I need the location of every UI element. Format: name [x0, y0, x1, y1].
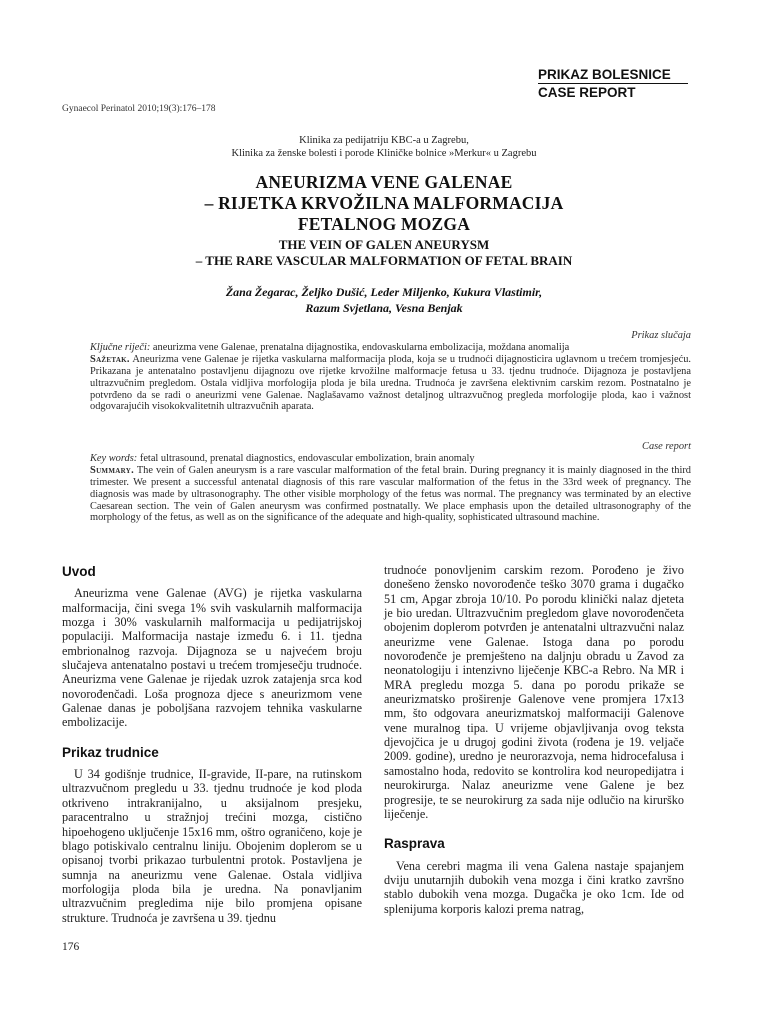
article-title-croatian [0, 172, 768, 235]
section-label-en: CASE REPORT [538, 85, 636, 100]
paragraph-prikaz-continued: trudnoće ponovljenim carskim rezom. Porođeno je živo donešeno žensko novorođenče teško 3070 grama i dugačko 51 cm, Apgar zbroja 10/10. Po porodu klinički nalaz djeteta je bio uredan. Ultrazvučnim pregledom glave novorođenčeta obojenim doplerom potvrđen je antenatalni ultrazvučni nalaz aneurizme vene Galenae. Istoga dana po porodu novorođenče je premješteno na daljnju obradu u Zavod za neonatologiju i intenzivno liječenje KBC-a Rebro. Na MR i MRA pregledu mozga 5. dana po porodu prikaže se aneurizmatsko proširenje Galenove vene promjera 17x13 mm, što odgovara aneurizmatskoj malformaciji Galenove vene muralnog tipa. U vrijeme objavljivanja ovog teksta djevojčica je u drugoj godini života (rođena je 19. veljače 2009. godine), uredno je neurorazvoja, nema hidrocefalusa i samostalno hoda, redovito se kontrolira kod neuropedijatra i neurokirurga. Nalaz aneurizme vene Galene je bez progresije, te se neurokirurg za sada nije odlučio na kirurško liječenje. [384, 563, 684, 821]
authors-line: Razum Svjetlana, Vesna Benjak [305, 301, 463, 315]
summary-text: The vein of Galen aneurysm is a rare vascular malformation of the fetal brain. During pregnancy it is mainly diagnosed in the third trimester. We present a successful antenatal diagnosis of this rare vascular malformation of the fetus in the 33rd week of pregnancy. The diagnosis was made by ultrasonography. The other visible morphology of the fetus was normal. The pregnancy was terminated by an elective Caesarean section. The vein of Galen aneurysm was confirmed postnatally. We place emphasis upon the detailed ultrasonography of the morphology of the fetus, as well as on the significance of the adequate and high-quality, sophisticated ultrasound machine. [90, 464, 691, 524]
title-line: FETALNOG MOZGA [297, 214, 471, 234]
author-list [0, 284, 768, 316]
summary-label: Sažetak. [90, 353, 130, 365]
article-type-en: Case report [642, 441, 691, 452]
body-column-left [62, 565, 362, 925]
summary-en [90, 465, 691, 525]
title-line: – THE RARE VASCULAR MALFORMATION OF FETAL BRAIN [195, 253, 573, 268]
section-label-hr: PRIKAZ BOLESNICE [538, 66, 688, 84]
keywords-hr [90, 342, 691, 354]
section-label [538, 66, 688, 101]
paragraph-prikaz: U 34 godišnje trudnice, II-gravide, II-pare, na rutinskom ultrazvučnom pregledu u 33. tjednu trudnoće je kod ploda otkriveno intrakranijalno, u aksijalnom presjeku, paracentralno u stražnjoj trećini mozga, cistično hipoehogeno uključenje 15x16 mm, oštro ograničeno, koje je blago potiskivalo centralnu liniju. Obojenim doplerom se u opisanoj tvorbi prikazao turbulentni protok. Postavljena je sumnja na aneurizmu vene Galenae. Ostala vidljiva morfologija ploda bila je uredna. Na ponavljanim ultrazvučnim pregledima nije bilo promjena opisane strukture. Trudnoća je završena u 39. tjednu [62, 767, 362, 925]
keywords-label: Ključne riječi: [90, 341, 151, 353]
title-line: THE VEIN OF GALEN ANEURYSM [278, 237, 490, 252]
keywords-label: Key words: [90, 452, 138, 464]
body-column-right [384, 563, 684, 916]
summary-label: Summary. [90, 464, 134, 476]
keywords-text: aneurizma vene Galenae, prenatalna dijagnostika, endovaskularna embolizacija, moždana anomalija [152, 341, 570, 353]
institution-line: Klinika za ženske bolesti i porode Kliničke bolnice »Merkur« u Zagrebu [231, 148, 537, 159]
section-heading-uvod: Uvod [62, 564, 96, 579]
journal-citation: Gynaecol Perinatol 2010;19(3):176–178 [62, 104, 216, 114]
summary-text: Aneurizma vene Galenae je rijetka vaskularna malformacija ploda, koja se u trudnoći dijagnosticira uglavnom u trećem tromjesjeću. Prikazana je antenatalno postavljenu dijagnozu ove rijetke krvožilne malformacje fetusa u 33. tjednu trudnoće. Dijagnoza je postavljena ultrazvučnim pregledom. Ostala vidljiva morfologija ploda je bila uredna. Trudnoća je završena elektivnim carskim rezom. Postnatalno je potvrđeno da se radi o aneurizmi vene Galenae. Naglašavamo važnost detaljnog ultrazvučnog pregleda morfologije ploda, kao i važnost odgovarajućih visokokvalitetnih ultrazvučnih aparata. [90, 353, 692, 413]
abstract-croatian [90, 330, 691, 413]
institution-line: Klinika za pedijatriju KBC-a u Zagrebu, [299, 135, 469, 146]
paragraph-rasprava: Vena cerebri magma ili vena Galena nastaje spajanjem dviju unutarnjih dubokih vena mozga i čini kratko završno stablo dubokih vena mozga. Dugačka je oko 1cm. Ide od splenijuma korporis kalozi prema natrag, [384, 858, 684, 916]
section-heading-rasprava: Rasprava [384, 836, 445, 852]
page-number: 176 [62, 941, 80, 953]
institutions [0, 134, 768, 160]
title-line: – RIJETKA KRVOŽILNA MALFORMACIJA [204, 193, 564, 213]
keywords-en [90, 453, 691, 465]
abstract-english [90, 441, 691, 524]
article-type-hr: Prikaz slučaja [631, 330, 691, 341]
paragraph-uvod: Aneurizma vene Galenae (AVG) je rijetka vaskularna malformacija, čini svega 1% svih vaskularnih malformacija mozga i 30% vaskularnih malformacija u pedijatrijskoj populaciji. Malformacija nastaje između 6. i 11. tjedna embrionalnog razvoja. Dijagnoza se u najvećem broju slučajeva antenatalno postavi u trećem tromjesečju trudnoće. Aneurizma vene Galenae je rijedak uzrok zatajenja srca kod novorođenčadi. Loša prognoza djece s aneurizmom vene Galenae danas je poboljšana razvojem tehnika vaskularne embolizacije. [62, 586, 362, 730]
title-line: ANEURIZMA VENE GALENAE [255, 172, 513, 192]
keywords-text: fetal ultrasound, prenatal diagnostics, endovascular embolization, brain anomaly [139, 452, 475, 464]
authors-line: Žana Žegarac, Željko Dušić, Leder Miljenko, Kukura Vlastimir, [225, 285, 543, 299]
summary-hr [90, 354, 691, 414]
article-title-english [0, 237, 768, 269]
section-heading-prikaz: Prikaz trudnice [62, 744, 159, 760]
